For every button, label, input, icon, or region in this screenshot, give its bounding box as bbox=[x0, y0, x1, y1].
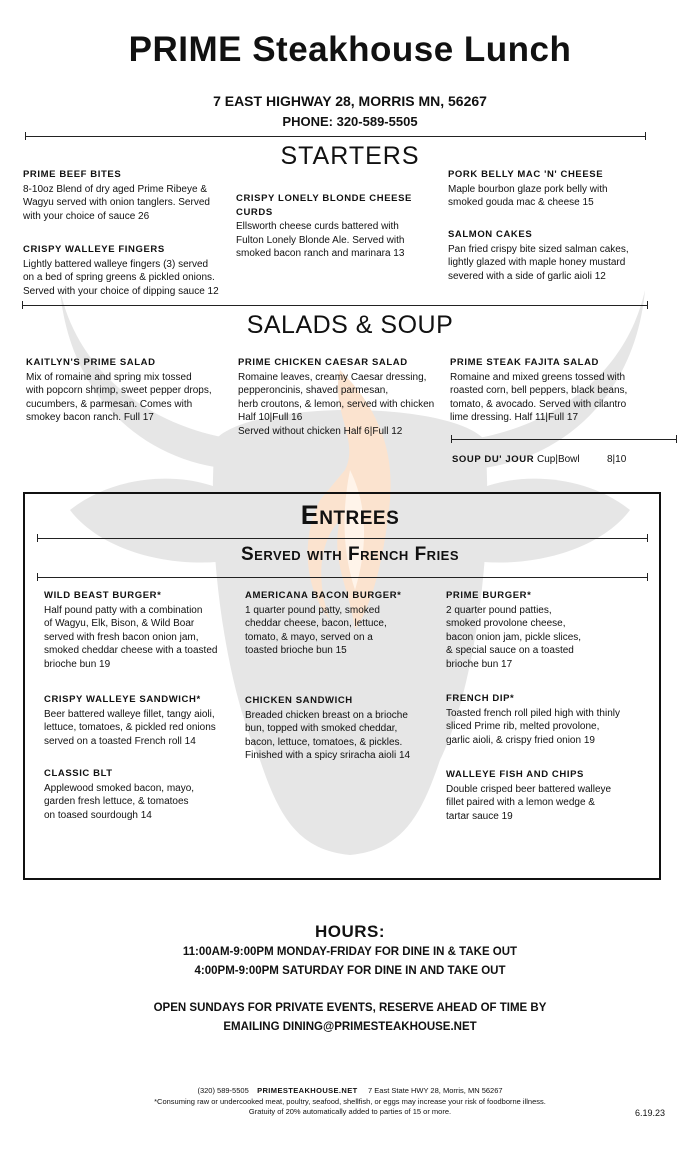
item-desc-line: severed with a side of garlic aioli 12 bbox=[448, 270, 606, 282]
item-desc-line: sliced Prime rib, melted provolone, bbox=[446, 721, 600, 732]
soup-size: Cup|Bowl bbox=[537, 454, 580, 465]
item-desc-line: Lightly battered walleye fingers (3) served bbox=[23, 258, 209, 270]
item-desc-line: bun, topped with smoked cheddar, bbox=[245, 723, 398, 734]
soup-du-jour bbox=[452, 454, 627, 465]
soup-divider bbox=[451, 439, 676, 440]
item-desc-line: tartar sauce 19 bbox=[446, 810, 513, 822]
entrees-heading: Entrees bbox=[300, 500, 400, 530]
item-desc-line: smoked bacon ranch and marinara 13 bbox=[236, 248, 405, 259]
reservation-email: EMAILING DINING@PRIMESTEAKHOUSE.NET bbox=[223, 1021, 477, 1033]
menu-item bbox=[44, 589, 244, 671]
item-desc-line: cheddar cheese, bacon, lettuce, bbox=[245, 618, 387, 629]
item-desc-line: Mix of romaine and spring mix tossed bbox=[26, 371, 192, 383]
item-desc-line: smoked gouda mac & cheese 15 bbox=[448, 197, 594, 208]
item-name: CRISPY WALLEYE FINGERS bbox=[23, 244, 165, 255]
starters-divider bbox=[25, 136, 645, 137]
footer-contact bbox=[0, 1086, 700, 1095]
item-desc-line: of Wagyu, Elk, Bison, & Wild Boar bbox=[44, 618, 195, 629]
item-name: AMERICANA BACON BURGER* bbox=[245, 590, 402, 601]
divider-tick bbox=[647, 301, 648, 309]
item-name: PRIME CHICKEN CAESAR SALAD bbox=[238, 357, 408, 368]
item-desc-line: toasted brioche bun 15 bbox=[245, 645, 347, 656]
item-desc-line: brioche bun 17 bbox=[446, 658, 513, 670]
menu-item bbox=[446, 589, 651, 671]
entrees-subheading: Served with French Fries bbox=[240, 544, 460, 565]
item-desc-line: Toasted french roll piled high with thinly bbox=[446, 707, 620, 719]
soup-price: 8|10 bbox=[607, 454, 627, 465]
item-desc-line: Double crisped beer battered walleye bbox=[446, 783, 612, 795]
item-desc-line: & special sauce on a toasted bbox=[446, 645, 574, 656]
restaurant-title: PRIME Steakhouse Lunch bbox=[128, 30, 572, 69]
item-desc-line: Ellsworth cheese curds battered with bbox=[236, 221, 399, 232]
menu-item bbox=[446, 692, 656, 747]
menu-item bbox=[236, 192, 446, 261]
item-desc-line: lettuce, tomatoes, & pickled red onions bbox=[44, 722, 216, 733]
restaurant-address: 7 EAST HIGHWAY 28, MORRIS MN, 56267 bbox=[213, 93, 487, 109]
menu-item bbox=[450, 356, 675, 425]
item-desc-line: brioche bun 19 bbox=[44, 658, 111, 670]
hours-saturday: 4:00PM-9:00PM SATURDAY FOR DINE IN AND TAKE OUT bbox=[194, 965, 506, 977]
item-desc-line: lightly glazed with maple honey mustard bbox=[448, 257, 626, 268]
item-name: PORK BELLY MAC 'N' CHEESE bbox=[448, 169, 604, 180]
foodborne-warning: *Consuming raw or undercooked meat, poultry, seafood, shellfish, or eggs may increase your risk of foodborne illness. bbox=[154, 1097, 546, 1106]
divider-tick bbox=[647, 573, 648, 581]
item-name: CRISPY LONELY BLONDE CHEESE CURDS bbox=[236, 193, 412, 218]
item-desc-line: smokey bacon ranch. Full 17 bbox=[26, 412, 154, 423]
restaurant-phone: PHONE: 320-589-5505 bbox=[282, 114, 418, 129]
item-desc-line: tomato, & mayo, served on a bbox=[245, 631, 373, 643]
item-desc-line: bacon, lettuce, tomatoes, & pickles. bbox=[245, 736, 403, 748]
menu-item bbox=[446, 768, 651, 823]
footer-phone: (320) 589-5505 bbox=[197, 1086, 249, 1095]
item-desc-line: Breaded chicken breast on a brioche bbox=[245, 709, 408, 721]
item-desc-line: 2 quarter pound patties, bbox=[446, 604, 552, 616]
menu-item bbox=[23, 168, 238, 223]
item-name: SALMON CAKES bbox=[448, 229, 533, 240]
item-desc-line: herb croutons, & lemon, served with chicken bbox=[238, 398, 435, 410]
item-name: WALLEYE FISH AND CHIPS bbox=[446, 769, 584, 780]
item-desc-line: bacon onion jam, pickle slices, bbox=[446, 631, 582, 643]
item-desc-line: Served with your choice of dipping sauce 12 bbox=[23, 285, 219, 297]
divider-tick bbox=[645, 132, 646, 140]
item-desc-line: with popcorn shrimp, sweet pepper drops, bbox=[26, 385, 212, 396]
footer-address: 7 East State HWY 28, Morris, MN 56267 bbox=[368, 1086, 503, 1095]
menu-item bbox=[44, 693, 244, 748]
soup-name: SOUP DU' JOUR bbox=[452, 454, 535, 465]
item-name: CRISPY WALLEYE SANDWICH* bbox=[44, 694, 201, 705]
starters-heading: STARTERS bbox=[280, 142, 420, 170]
divider-tick bbox=[22, 301, 23, 309]
item-desc-line: with your choice of sauce 26 bbox=[23, 210, 150, 222]
item-desc-line: 8-10oz Blend of dry aged Prime Ribeye & bbox=[23, 183, 207, 195]
item-desc-line: Fulton Lonely Blonde Ale. Served with bbox=[236, 234, 405, 246]
divider-tick bbox=[676, 435, 677, 443]
item-name: PRIME BEEF BITES bbox=[23, 169, 122, 180]
item-desc-line: Finished with a spicy sriracha aioli 14 bbox=[245, 750, 411, 761]
item-desc-line: on a bed of spring greens & pickled onions. bbox=[23, 272, 215, 283]
menu-item bbox=[238, 356, 448, 438]
item-desc-line: 1 quarter pound patty, smoked bbox=[245, 604, 380, 616]
sunday-note: OPEN SUNDAYS FOR PRIVATE EVENTS, RESERVE AHEAD OF TIME BY bbox=[153, 1002, 547, 1014]
item-name: FRENCH DIP* bbox=[446, 693, 515, 704]
menu-item bbox=[23, 243, 238, 298]
item-name: PRIME STEAK FAJITA SALAD bbox=[450, 357, 599, 368]
item-name: KAITLYN'S PRIME SALAD bbox=[26, 357, 156, 368]
item-desc-line: Applewood smoked bacon, mayo, bbox=[44, 782, 195, 794]
item-name: WILD BEAST BURGER* bbox=[44, 590, 162, 601]
menu-item bbox=[448, 228, 678, 283]
item-desc-line: Beer battered walleye fillet, tangy aioli, bbox=[44, 708, 215, 720]
item-desc-line: Wagyu served with onion tanglers. Served bbox=[23, 197, 210, 208]
item-desc-line: Served without chicken Half 6|Full 12 bbox=[238, 425, 403, 437]
divider-tick bbox=[451, 435, 452, 443]
menu-item bbox=[26, 356, 236, 425]
item-desc-line: served on a toasted French roll 14 bbox=[44, 735, 196, 747]
divider-tick bbox=[37, 534, 38, 542]
item-desc-line: Half pound patty with a combination bbox=[44, 604, 203, 616]
divider-tick bbox=[25, 132, 26, 140]
item-desc-line: smoked cheddar cheese with a toasted bbox=[44, 645, 218, 656]
divider-tick bbox=[647, 534, 648, 542]
item-desc-line: Pan fried crispy bite sized salman cakes, bbox=[448, 243, 629, 255]
item-desc-line: on toased sourdough 14 bbox=[44, 809, 152, 821]
salads-heading: SALADS & SOUP bbox=[246, 311, 454, 339]
gratuity-note: Gratuity of 20% automatically added to parties of 15 or more. bbox=[248, 1107, 452, 1116]
hours-heading: HOURS: bbox=[314, 922, 386, 941]
hours-weekday: 11:00AM-9:00PM MONDAY-FRIDAY FOR DINE IN & TAKE OUT bbox=[182, 946, 518, 958]
item-desc-line: Romaine leaves, creamy Caesar dressing, bbox=[238, 371, 427, 383]
item-desc-line: lime dressing. Half 11|Full 17 bbox=[450, 412, 579, 423]
menu-item bbox=[245, 694, 445, 763]
item-desc-line: Romaine and mixed greens tossed with bbox=[450, 371, 626, 383]
divider-tick bbox=[37, 573, 38, 581]
item-desc-line: cucumbers, & parmesan. Comes with bbox=[26, 398, 193, 410]
item-desc-line: fillet paired with a lemon wedge & bbox=[446, 797, 595, 808]
item-name: CLASSIC BLT bbox=[44, 768, 113, 779]
item-desc-line: pepperoncinis, shaved parmesan, bbox=[238, 385, 389, 396]
menu-date: 6.19.23 bbox=[635, 1108, 666, 1118]
item-desc-line: served with fresh bacon onion jam, bbox=[44, 631, 199, 643]
item-desc-line: roasted corn, bell peppers, black beans, bbox=[450, 385, 628, 396]
footer-website: PRIMESTEAKHOUSE.NET bbox=[257, 1086, 358, 1095]
item-desc-line: Maple bourbon glaze pork belly with bbox=[448, 183, 608, 195]
menu-item bbox=[245, 589, 445, 658]
item-desc-line: garlic aioli, & crispy fried onion 19 bbox=[446, 734, 595, 746]
entrees-divider bbox=[37, 538, 647, 539]
salads-divider bbox=[22, 305, 647, 306]
entrees-sub-divider bbox=[37, 577, 647, 578]
item-name: CHICKEN SANDWICH bbox=[245, 695, 353, 706]
item-desc-line: garden fresh lettuce, & tomatoes bbox=[44, 796, 189, 807]
item-desc-line: tomato, & avocado. Served with cilantro bbox=[450, 398, 627, 410]
item-desc-line: Half 10|Full 16 bbox=[238, 412, 303, 423]
menu-item bbox=[44, 767, 244, 822]
menu-item bbox=[448, 168, 678, 210]
item-desc-line: smoked provolone cheese, bbox=[446, 618, 566, 629]
item-name: PRIME BURGER* bbox=[446, 590, 532, 601]
